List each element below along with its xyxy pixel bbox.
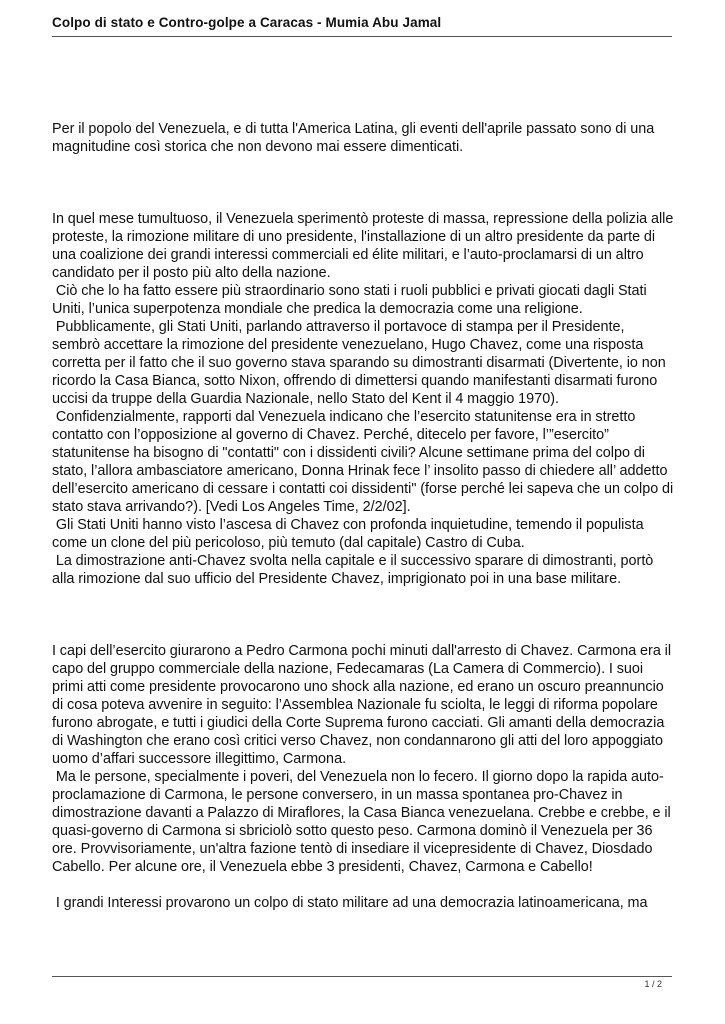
paragraph-carmona: I capi dell’esercito giurarono a Pedro Carmona pochi minuti dall'arresto di Chavez. Carmona era il capo del gruppo commerciale della nazione, Fedecamaras (La Camera di Commercio). I suoi primi atti come presidente provocarono uno shock alla nazione, ed erano un oscuro preannuncio di cosa poteva avvenire in seguito: l’Assemblea Nazionale fu sciolta, le leggi di riforma popolare furono abrogate, e tutti i giudici della Corte Suprema furono cacciati. Gli amanti della democrazia di Washington che erano così critici verso Chavez, non condannarono gli atti del loro appoggiato uomo d’affari successore illegittimo, Carmona. Ma le persone, specialmente i poveri, del Venezuela non lo fecero. Il giorno dopo la rapida auto-proclamazione di Carmona, le persone conversero, in un massa spontanea pro-Chavez in dimostrazione davanti a Palazzo di Miraflores, la Casa Bianca venezuelana. Crebbe e crebbe, e il quasi-governo di Carmona si sbriciolò sotto questo peso. Carmona dominò il Venezuela per 36 ore. Provvisoriamente, un'altra fazione tentò di insediare il vicepresidente di Chavez, Diosdado Cabello. Per alcune ore, il Venezuela ebbe 3 presidenti, Chavez, Carmona e Cabello! [52, 643, 672, 875]
paragraph-spacer [52, 876, 674, 894]
paragraph-spacer [52, 156, 674, 210]
paragraph-continuation: I grandi Interessi provarono un colpo di stato militare ad una democrazia latinoamericana, ma [52, 895, 648, 911]
document-title: Colpo di stato e Contro-golpe a Caracas - Mumia Abu Jamal [52, 15, 442, 30]
paragraph-spacer [52, 588, 674, 642]
page-header [52, 14, 672, 37]
page-number: 1 / 2 [644, 979, 662, 989]
paragraph-intro: Per il popolo del Venezuela, e di tutta l'America Latina, gli eventi dell'aprile passato sono di una magnitudine così storica che non devono mai essere dimenticati. [52, 121, 659, 155]
page-footer [52, 976, 672, 995]
article-body [52, 120, 674, 912]
paragraph-april-events: In quel mese tumultuoso, il Venezuela sperimentò proteste di massa, repressione della polizia alle proteste, la rimozione militare di uno presidente, l'installazione di un altro presidente da parte di una coalizione dei grandi interessi commerciali ed élite militari, e l’auto-proclamarsi di un altro candidato per il posto più alto della nazione. Ciò che lo ha fatto essere più straordinario sono stati i ruoli pubblici e privati giocati dagli Stati Uniti, l’unica superpotenza mondiale che predica la democrazia come una religione. Pubblicamente, gli Stati Uniti, parlando attraverso il portavoce di stampa per il Presidente, sembrò accettare la rimozione del presidente venezuelano, Hugo Chavez, come una risposta corretta per il fatto che il suo governo stava sparando su dimostranti disarmati (Divertente, io non ricordo la Casa Bianca, sotto Nixon, offrendo di dimettersi quando manifestanti disarmati furono uccisi da truppe della Guardia Nazionale, nello Stato del Kent il 4 maggio 1970). Confidenzialmente, rapporti dal Venezuela indicano che l’esercito statunitense era in stretto contatto con l’opposizione al governo di Chavez. Perché, ditecelo per favore, l’”esercito” statunitense ha bisogno di "contatti" con i dissidenti civili? Alcune settimane prima del colpo di stato, l’allora ambasciatore americano, Donna Hrinak fece l’ insolito passo di chiedere all’ addetto dell’esercito americano di cessare i contatti coi dissidenti" (forse perché lei sapeva che un colpo di stato stava arrivando?). [Vedi Los Angeles Time, 2/2/02]. Gli Stati Uniti hanno visto l’ascesa di Chavez con profonda inquietudine, temendo il populista come un clone del più pericoloso, più temuto (dal capitale) Castro di Cuba. La dimostrazione anti-Chavez svolta nella capitale e il successivo sparare di dimostranti, portò alla rimozione dal suo ufficio del Presidente Chavez, imprigionato poi in una base militare. [52, 211, 674, 587]
